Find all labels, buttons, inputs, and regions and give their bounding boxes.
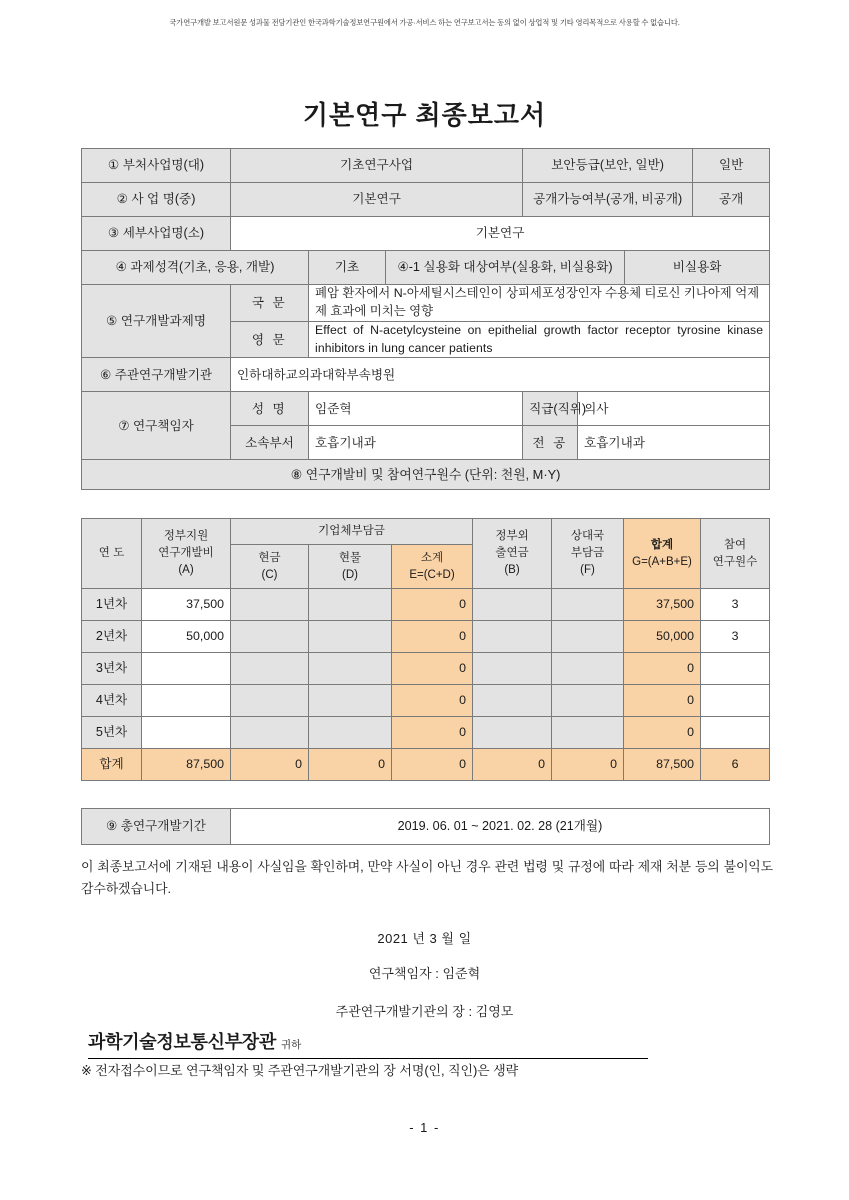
table-row (82, 653, 770, 685)
table-row-ministry-program (82, 149, 770, 183)
foreign-line2: 부담금 (570, 547, 605, 560)
row7-major-value: 호흡기내과 (578, 426, 770, 460)
period-table (81, 808, 770, 845)
signature-principal-investigator: 연구책임자 : 임준혁 (368, 966, 481, 981)
researchers-line2: 연구원수 (712, 555, 758, 568)
gov-support-line2: 연구개발비 (158, 547, 214, 560)
row-total: 37,500 (624, 589, 701, 621)
budget-col-year: 연 도 (82, 519, 142, 589)
row5-ko-label: 국 문 (231, 285, 309, 322)
subtotal-line1: 소계 (420, 551, 444, 564)
row4-label: ④ 과제성격(기초, 응용, 개발) (82, 251, 309, 285)
nongov-line3: (B) (504, 563, 520, 576)
row1-label: ① 부처사업명(대) (82, 149, 231, 183)
row-gov: 50,000 (142, 621, 231, 653)
total-cash: 0 (231, 749, 309, 781)
row-gov (142, 685, 231, 717)
row-nongov (473, 621, 552, 653)
signature-date: 2021 년 3 월 일 (377, 931, 472, 946)
row4-commercialization-value: 비실용화 (625, 251, 770, 285)
row-inkind (309, 717, 392, 749)
row-year: 3년차 (82, 653, 142, 685)
total-researchers: 6 (701, 749, 770, 781)
row2-value: 기본연구 (231, 183, 523, 217)
row-gov (142, 653, 231, 685)
row-foreign (552, 589, 624, 621)
row-researchers: 3 (701, 589, 770, 621)
row6-label: ⑥ 주관연구개발기관 (82, 358, 231, 392)
row-gov (142, 717, 231, 749)
inkind-line1: 현물 (338, 551, 362, 564)
row-inkind (309, 653, 392, 685)
report-cover-table (81, 148, 770, 490)
budget-col-researchers (701, 519, 770, 589)
row-foreign (552, 717, 624, 749)
cash-line2: (C) (261, 568, 278, 581)
row-inkind (309, 589, 392, 621)
row-cash (231, 589, 309, 621)
total-subtotal: 0 (392, 749, 473, 781)
row2-label: ② 사 업 명(중) (82, 183, 231, 217)
signature-institution-head: 주관연구개발기관의 장 : 김영모 (335, 1004, 514, 1019)
total-line2: G=(A+B+E) (632, 555, 692, 568)
row7-dept-label: 소속부서 (231, 426, 309, 460)
row3-value: 기본연구 (231, 217, 770, 251)
row9-label: ⑨ 총연구개발기간 (82, 809, 231, 845)
row-cash (231, 685, 309, 717)
row-year: 4년차 (82, 685, 142, 717)
addressee-honorific: 귀하 (280, 1039, 302, 1051)
row-foreign (552, 685, 624, 717)
page-title: 기본연구 최종보고서 (302, 100, 547, 130)
table-row (82, 717, 770, 749)
row-gov: 37,500 (142, 589, 231, 621)
total-gov: 87,500 (142, 749, 231, 781)
table-row (82, 589, 770, 621)
row-total: 50,000 (624, 621, 701, 653)
table-row (82, 685, 770, 717)
budget-col-total (624, 519, 701, 589)
row-researchers (701, 653, 770, 685)
table-row-project-type (82, 251, 770, 285)
row5-label: ⑤ 연구개발과제명 (82, 285, 231, 358)
row7-major-label: 전 공 (523, 426, 578, 460)
cash-line1: 현금 (258, 551, 281, 564)
table-row (82, 621, 770, 653)
confirmation-statement: 이 최종보고서에 기재된 내용이 사실임을 확인하며, 만약 사실이 아닌 경우 관련 법령 및 규정에 따라 제재 처분 등의 불이익도 감수하겠습니다. (81, 859, 773, 897)
total-line1: 합계 (650, 538, 674, 551)
row2-disclosure-label: 공개가능여부(공개, 비공개) (523, 183, 693, 217)
row-total: 0 (624, 685, 701, 717)
row-subtotal: 0 (392, 621, 473, 653)
row1-value: 기초연구사업 (231, 149, 523, 183)
row-nongov (473, 653, 552, 685)
row7-label: ⑦ 연구책임자 (82, 392, 231, 460)
row1-security-label: 보안등급(보안, 일반) (523, 149, 693, 183)
budget-header-row-1 (82, 519, 770, 545)
row5-ko-value: 폐암 환자에서 N-아세틸시스테인이 상피세포성장인자 수용체 티로신 키나아제 억제제 효과에 미치는 영향 (309, 285, 770, 322)
gov-support-line1: 정부지원 (163, 530, 209, 543)
total-year: 합계 (82, 749, 142, 781)
gov-support-line3: (A) (178, 563, 194, 576)
row-total: 0 (624, 717, 701, 749)
row7-name-label: 성 명 (231, 392, 309, 426)
addressee (88, 1028, 648, 1059)
row-cash (231, 717, 309, 749)
table-row-budget-caption (82, 460, 770, 490)
budget-col-cash (231, 545, 309, 589)
row7-position-label: 직급(직위) (523, 392, 578, 426)
row-cash (231, 653, 309, 685)
table-row-host-institution (82, 358, 770, 392)
row2-disclosure-value: 공개 (693, 183, 770, 217)
total-total: 87,500 (624, 749, 701, 781)
row-subtotal: 0 (392, 589, 473, 621)
row6-value: 인하대하교의과대학부속병원 (231, 358, 770, 392)
table-row-pi-name (82, 392, 770, 426)
budget-col-foreign (552, 519, 624, 589)
foreign-line1: 상대국 (570, 530, 605, 543)
subtotal-line2: E=(C+D) (409, 568, 455, 581)
nongov-line2: 출연금 (495, 547, 529, 560)
budget-col-inkind (309, 545, 392, 589)
copyright-disclaimer: 국가연구개발 보고서원문 성과물 전담기관인 한국과학기술정보연구원에서 가공·서비스 하는 연구보고서는 동의 없이 상업적 및 기타 영리목적으로 사용할 수 없습니다. (169, 18, 680, 27)
row-inkind (309, 621, 392, 653)
row7-dept-value: 호흡기내과 (309, 426, 523, 460)
inkind-line2: (D) (342, 568, 358, 581)
row-subtotal: 0 (392, 717, 473, 749)
row-foreign (552, 621, 624, 653)
row5-en-value: Effect of N-acetylcysteine on epithelial growth factor receptor tyrosine kinase inhibitors in lung cancer patients (309, 321, 770, 357)
row-year: 1년차 (82, 589, 142, 621)
foreign-line3: (F) (580, 563, 595, 576)
row-nongov (473, 589, 552, 621)
row-researchers (701, 717, 770, 749)
row5-en-label: 영 문 (231, 321, 309, 357)
row7-name-value: 임준혁 (309, 392, 523, 426)
table-row-program-name (82, 183, 770, 217)
row9-value: 2019. 06. 01 ~ 2021. 02. 28 (21개월) (231, 809, 770, 845)
row4-value: 기초 (309, 251, 386, 285)
nongov-line1: 정부외 (495, 530, 529, 543)
row-researchers (701, 685, 770, 717)
budget-col-gov-support (142, 519, 231, 589)
row1-security-value: 일반 (693, 149, 770, 183)
row-subtotal: 0 (392, 653, 473, 685)
total-nongov: 0 (473, 749, 552, 781)
row-nongov (473, 717, 552, 749)
row-total: 0 (624, 653, 701, 685)
total-inkind: 0 (309, 749, 392, 781)
electronic-submission-note: ※ 전자접수이므로 연구책임자 및 주관연구개발기관의 장 서명(인, 직인)은 생략 (81, 1063, 519, 1078)
budget-table (81, 518, 770, 781)
table-row-detailed-program (82, 217, 770, 251)
row-subtotal: 0 (392, 685, 473, 717)
addressee-minister: 과학기술정보통신부장관 (88, 1032, 276, 1052)
table-row-project-title-ko (82, 285, 770, 322)
budget-col-nongov (473, 519, 552, 589)
row-year: 2년차 (82, 621, 142, 653)
row-nongov (473, 685, 552, 717)
row-researchers: 3 (701, 621, 770, 653)
page-number: - 1 - (409, 1120, 440, 1135)
row7-position-value: 의사 (578, 392, 770, 426)
row-year: 5년차 (82, 717, 142, 749)
total-foreign: 0 (552, 749, 624, 781)
row-foreign (552, 653, 624, 685)
row4-commercialization-label: ④-1 실용화 대상여부(실용화, 비실용화) (386, 251, 625, 285)
row3-label: ③ 세부사업명(소) (82, 217, 231, 251)
table-row-period (82, 809, 770, 845)
table-row-totals (82, 749, 770, 781)
budget-col-subtotal (392, 545, 473, 589)
budget-caption: ⑧ 연구개발비 및 참여연구원수 (단위: 천원, M·Y) (82, 460, 770, 490)
row-inkind (309, 685, 392, 717)
researchers-line1: 참여 (723, 538, 747, 551)
row-cash (231, 621, 309, 653)
budget-col-company-group: 기업체부담금 (231, 519, 473, 545)
